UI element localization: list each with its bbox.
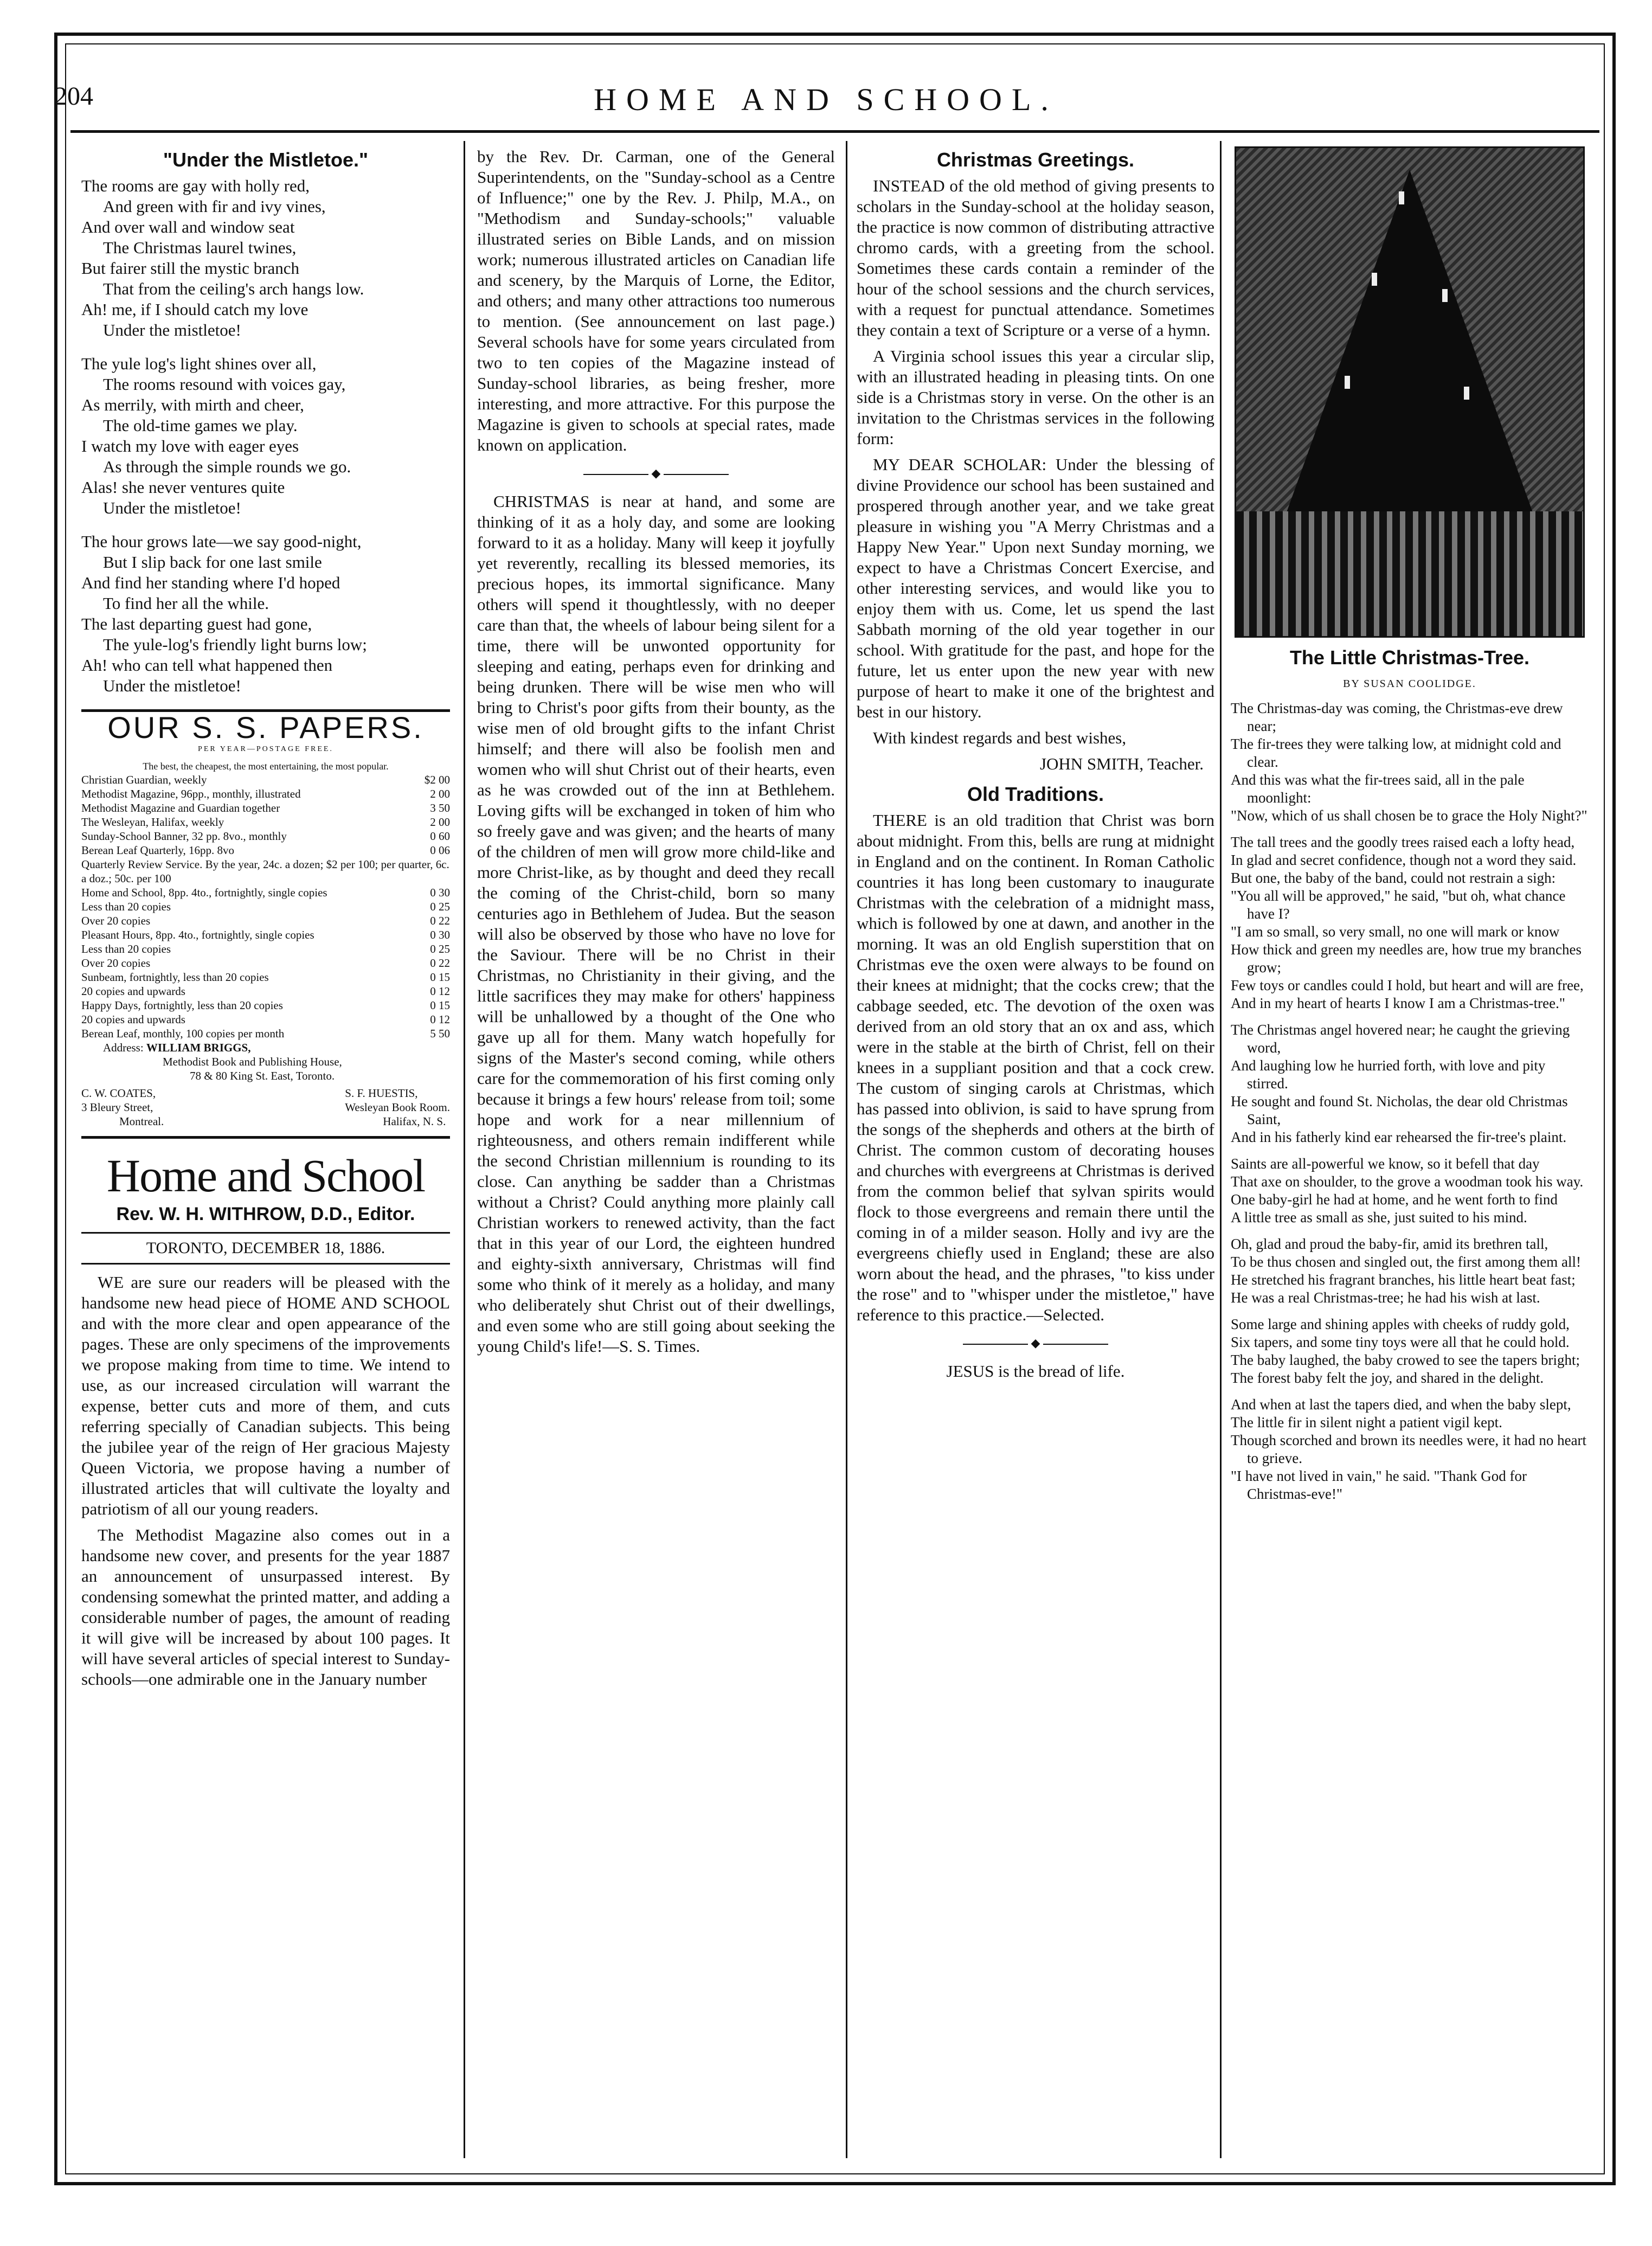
price-row: 20 copies and upwards 0 12 [81, 985, 450, 998]
price-row: Berean Leaf, monthly, 100 copies per month 5 50 [81, 1027, 450, 1040]
price-row: Sunbeam, fortnightly, less than 20 copies 0 15 [81, 971, 450, 984]
poem-line: To be thus chosen and singled out, the first among them all! [1231, 1254, 1581, 1270]
price-row: Quarterly Review Service. By the year, 24c. a dozen; $2 per 100; per quarter, 6c. a doz.; 50c. per 100 [81, 858, 449, 885]
editor-line: Rev. W. H. WITHROW, D.D., Editor. [116, 1204, 415, 1224]
poem-line: The yule log's light shines over all, [81, 354, 317, 373]
poem-line: And green with fir and ivy vines, [103, 197, 326, 216]
poem-line: Oh, glad and proud the baby-fir, amid its brethren tall, [1231, 1236, 1548, 1252]
column-4 [1231, 146, 1589, 2055]
price-row: Pleasant Hours, 8pp. 4to., fortnightly, single copies 0 30 [81, 928, 450, 941]
poem-line: But one, the baby of the band, could not restrain a sigh: [1231, 870, 1556, 886]
price-row: Home and School, 8pp. 4to., fortnightly, single copies 0 30 [81, 886, 450, 899]
poem-line: But I slip back for one last smile [103, 553, 322, 572]
signature: JOHN SMITH, Teacher. [1039, 754, 1204, 773]
poem-line: And when at last the tapers died, and when the baby slept, [1231, 1396, 1571, 1413]
article-paragraph: With kindest regards and best wishes, [873, 728, 1127, 747]
section-separator: ◆ [857, 1333, 1214, 1353]
price-row: Less than 20 copies 0 25 [81, 900, 450, 913]
poem-line: A little tree as small as she, just suited to his mind. [1231, 1209, 1527, 1225]
poem-line: "Now, which of us shall chosen be to grace the Holy Night?" [1231, 807, 1587, 824]
poem-line: The old-time games we play. [103, 416, 298, 435]
poem-line: One baby-girl he had at home, and he went forth to find [1231, 1191, 1558, 1208]
poem-line: Ah! who can tell what happened then [81, 656, 333, 675]
poem-line: Under the mistletoe! [103, 676, 241, 695]
greetings-title: Christmas Greetings. [936, 149, 1135, 171]
article-paragraph: CHRISTMAS is near at hand, and some are thinking of it as a holy day, and some are looking forward to it as a holiday. Many will keep it joyfully yet reverently, recalling its blessed memories, its precious hopes, its immortal significance. Many others will spend it thoughtlessly, with no deeper care than that, the wheels of labour being silent for a time, there will be unwonted opportunity for sleeping and eating, perhaps even for drinking and being drunken. There will be wise men who will bring to Christ's poor gifts from their bounty, as the wise men of old brought gifts to the infant Christ himself; and there will also be foolish men and women who will shut Christ out of their hearts, even as he was crowded out of the inn at Bethlehem. Loving gifts will be exchanged in token of him who so freely gave and was given; and the hearts of many of the children of men will grow more child-like and more Christ-like, as by thought and deed they recall the coming of the Christ-child, born so many centuries ago in Bethlehem of Judea. But the season will also be observed by those who have no love for the Saviour. There will be no Christ in their Christmas, no Christianity in their giving, and the little sacrifices they may make for others' happiness will be unhallowed by a thought of the One who gave up all for them. Many watch hopefully for signs of the Master's second coming, while others care for the commemoration of his first coming only because it brings a few hours' release from toil; some hope and work for a near millennium of righteousness, and others remain indifferent while the second Christian millennium is rounding to its close. Can anything be sadder than a Christmas without a Christ? Could anything more plainly call Christian workers to renewed activity, than the fact that in this year of our Lord, the eighteen hundred and eighty-sixth anniversary, Christmas will find some who think of it merely as a holiday, and many who deliberately shut Christ out of their dwellings, and even some who are still going about seeking the young Child's life!—S. S. Times. [477, 492, 835, 1356]
poem-line: Though scorched and brown its needles were, it had no heart to grieve. [1231, 1432, 1587, 1466]
papers-tagline: The best, the cheapest, the most entertaining, the most popular. [143, 761, 389, 772]
price-row: Christian Guardian, weekly $2 00 [81, 773, 450, 786]
price-row: Berean Leaf Quarterly, 16pp. 8vo 0 06 [81, 844, 450, 857]
poem-line: The fir-trees they were talking low, at midnight cold and clear. [1231, 736, 1561, 770]
poem-line: The rooms are gay with holly red, [81, 176, 310, 195]
mistletoe-title: "Under the Mistletoe." [163, 149, 369, 171]
masthead: HOME AND SCHOOL. [594, 82, 1058, 117]
price-row: Less than 20 copies 0 25 [81, 942, 450, 955]
column-divider [1220, 141, 1222, 2158]
motto: JESUS is the bread of life. [946, 1362, 1125, 1381]
poem-line: "I am so small, so very small, no one will mark or know [1231, 923, 1560, 940]
mistletoe-poem [81, 176, 450, 696]
poem-line: "You all will be approved," he said, "but oh, what chance have I? [1231, 888, 1566, 922]
poem-line: The yule-log's friendly light burns low; [103, 635, 367, 654]
poem-line: As merrily, with mirth and cheer, [81, 395, 304, 414]
poem-line: And over wall and window seat [81, 217, 295, 236]
price-row: Happy Days, fortnightly, less than 20 copies 0 15 [81, 999, 450, 1012]
poem-line: The baby laughed, the baby crowed to see the tapers bright; [1231, 1352, 1580, 1368]
papers-address: Address: WILLIAM BRIGGS, Methodist Book and Publishing House, 78 & 80 King St. East, Toronto. C. W. COATES, 3 Bleury Street, Montreal. S. F. HUESTIS, Wesleyan Book Room. Halifax, N. S. [81, 1041, 450, 1128]
tree-poem-byline: BY SUSAN COOLIDGE. [1343, 678, 1476, 690]
poem-line: The forest baby felt the joy, and shared in the delight. [1231, 1370, 1544, 1386]
dateline: TORONTO, DECEMBER 18, 1886. [81, 1232, 450, 1265]
papers-title: OUR S. S. PAPERS. [107, 710, 424, 745]
home-and-school-title: Home and School [106, 1150, 425, 1202]
page-number: 204 [54, 82, 93, 111]
article-paragraph: MY DEAR SCHOLAR: Under the blessing of divine Providence our school has been sustained and prospered through another year, and we take great pleasure in wishing you "A Merry Christmas and a Happy New Year." Upon next Sunday morning, we expect to have a Christmas Concert Exercise, and other interesting services, and would like you to enjoy them with us. Come, let us spend the last Sabbath morning of the old year together in our school. With gratitude for the past, and hope for the future, let us enter upon the new year with new purpose of heart to make it one of the brightest and best in our history. [857, 455, 1214, 721]
poem-line: Few toys or candles could I hold, but heart and will are free, [1231, 977, 1584, 993]
poem-line: The tall trees and the goodly trees raised each a lofty head, [1231, 834, 1575, 850]
poem-line: Under the mistletoe! [103, 320, 241, 339]
article-paragraph: A Virginia school issues this year a circular slip, with an illustrated heading in pleasing tints. On one side is a Christmas story in verse. On the other is an invitation to the Christmas services in the following form: [857, 346, 1214, 448]
column-divider [464, 141, 465, 2158]
editorial-paragraph: WE are sure our readers will be pleased with the handsome new head piece of HOME AND SCHOOL and with the more clear and open appearance of the pages. These are only specimens of the improvements we propose making from time to time. We intend to use, as our increased circulation will warrant the expense, better cuts and more of them, and cuts referring specially of Canadian subjects. This being the jubilee year of the reign of Her gracious Majesty Queen Victoria, we propose having a number of illustrated articles that will cultivate the loyalty and patriotism of all our young readers. [81, 1273, 450, 1518]
column-1 [81, 146, 450, 2055]
papers-subtitle: PER YEAR—POSTAGE FREE. [198, 745, 333, 753]
price-row: Sunday-School Banner, 32 pp. 8vo., monthly 0 60 [81, 830, 450, 843]
poem-line: He was a real Christmas-tree; he had his wish at last. [1231, 1289, 1540, 1306]
poem-line: Six tapers, and some tiny toys were all that he could hold. [1231, 1334, 1570, 1350]
poem-line: The hour grows late—we say good-night, [81, 532, 362, 551]
poem-line: But fairer still the mystic branch [81, 259, 300, 278]
poem-line: And find her standing where I'd hoped [81, 573, 340, 592]
poem-line: The Christmas-day was coming, the Christmas-eve drew near; [1231, 700, 1563, 734]
tree-poem [1231, 700, 1589, 1503]
poem-line: He sought and found St. Nicholas, the dear old Christmas Saint, [1231, 1093, 1568, 1127]
poem-line: And this was what the fir-trees said, all in the pale moonlight: [1231, 772, 1525, 806]
poem-line: And laughing low he hurried forth, with love and pity stirred. [1231, 1057, 1546, 1092]
poem-line: Under the mistletoe! [103, 498, 241, 517]
poem-line: I watch my love with eager eyes [81, 437, 299, 455]
poem-line: The Christmas angel hovered near; he caught the grieving word, [1231, 1022, 1570, 1056]
article-paragraph: THERE is an old tradition that Christ was born about midnight. From this, bells are rung at midnight in England and on the continent. In Roman Catholic countries it has long been customary to inaugurate Christmas with the celebration of a midnight mass, which is followed by one at dawn, and another in the morning. It was an old English superstition that on Christmas eve the oxen were always to be found on their knees at midnight; that the cocks crew; that the cabbage seeded, etc. The devotion of the oxen was derived from an old story that an ox and ass, which were in the stable at the birth of Christ, fell on their knees in a suppliant position and that a cock crew. The custom of singing carols at Christmas, which has passed into oblivion, is said to have sprung from the songs of the shepherds and others at the birth of Christ. The common custom of decorating houses and churches with evergreens at Christmas is derived from the common belief that sylvan spirits would flock to those evergreens and remain there until the coming in of a milder season. Holly and ivy are the evergreens chiefly used in England; these are also worn about the head, and the phrases, "to kiss under the rose" and to "whisper under the mistletoe," have reference to this practice.—Selected. [857, 811, 1214, 1324]
poem-line: Saints are all-powerful we know, so it befell that day [1231, 1156, 1540, 1172]
tree-poem-title: The Little Christmas-Tree. [1289, 646, 1530, 669]
price-row: Methodist Magazine, 96pp., monthly, illustrated 2 00 [81, 787, 450, 800]
poem-line: The rooms resound with voices gay, [103, 375, 346, 394]
header-rule [70, 130, 1599, 133]
poem-line: The Christmas laurel twines, [103, 238, 297, 257]
poem-line: Alas! she never ventures quite [81, 478, 285, 497]
column-2 [477, 146, 835, 2055]
section-separator: ◆ [477, 463, 835, 484]
poem-line: As through the simple rounds we go. [103, 457, 351, 476]
poem-line: The last departing guest had gone, [81, 614, 312, 633]
poem-line: That axe on shoulder, to the grove a woodman took his way. [1231, 1173, 1584, 1190]
article-paragraph: INSTEAD of the old method of giving presents to scholars in the Sunday-school at the holiday season, the practice is now common of distributing attractive chromo cards, with a greeting from the school. Sometimes these cards contain a reminder of the hour of the school sessions and the church services, with a request for punctual attendance. Sometimes they contain a text of Scripture or a verse of a hymn. [857, 176, 1214, 339]
column-divider [846, 141, 847, 2158]
poem-line: Some large and shining apples with cheeks of ruddy gold, [1231, 1316, 1570, 1332]
price-row: Methodist Magazine and Guardian together 3 50 [81, 801, 450, 814]
price-row: 20 copies and upwards 0 12 [81, 1013, 450, 1026]
price-row: Over 20 copies 0 22 [81, 914, 450, 927]
poem-line: How thick and green my needles are, how true my branches grow; [1231, 941, 1582, 976]
poem-line: And in his fatherly kind ear rehearsed the fir-tree's plaint. [1231, 1129, 1567, 1145]
poem-line: To find her all the while. [103, 594, 269, 613]
poem-line: And in my heart of hearts I know I am a Christmas-tree." [1231, 995, 1565, 1011]
article-paragraph: by the Rev. Dr. Carman, one of the General Superintendents, on the "Sunday-school as a Centre of Influence;" one by the Rev. J. Philp, M.A., on "Methodism and Sunday-schools;" valuable illustrated series on Bible Lands, and on mission work; numerous illustrated articles on Canadian life and scenery, by the Marquis of Lorne, the Editor, and others; and many other attractions too numerous to mention. (See announcement on last page.) Several schools have for some years circulated from two to ten copies of the Magazine instead of Sunday-school libraries, as being fresher, more interesting, and more attractive. For this purpose the Magazine is given to schools at special rates, made known on application. [477, 147, 835, 454]
poem-line: That from the ceiling's arch hangs low. [103, 279, 364, 298]
poem-line: The little fir in silent night a patient vigil kept. [1231, 1414, 1502, 1430]
price-row: The Wesleyan, Halifax, weekly 2 00 [81, 816, 450, 829]
christmas-tree-engraving-icon [1235, 146, 1585, 638]
poem-line: In glad and secret confidence, though not a word they said. [1231, 852, 1577, 868]
poem-line: He stretched his fragrant branches, his little heart beat fast; [1231, 1272, 1576, 1288]
price-list [81, 773, 450, 1041]
traditions-title: Old Traditions. [967, 783, 1104, 805]
poem-line: Ah! me, if I should catch my love [81, 300, 308, 319]
editorial-paragraph: The Methodist Magazine also comes out in a handsome new cover, and presents for the year 1887 an announcement of unsurpassed interest. By condensing somewhat the printed matter, and adding a considerable number of pages, the amount of reading it will give will be increased by about 100 pages. It will have several articles of special interest to Sunday-schools—one admirable one in the January number [81, 1525, 450, 1689]
price-row: Over 20 copies 0 22 [81, 957, 450, 970]
poem-line: "I have not lived in vain," he said. "Thank God for Christmas-eve!" [1231, 1468, 1527, 1502]
column-3 [857, 146, 1214, 2055]
